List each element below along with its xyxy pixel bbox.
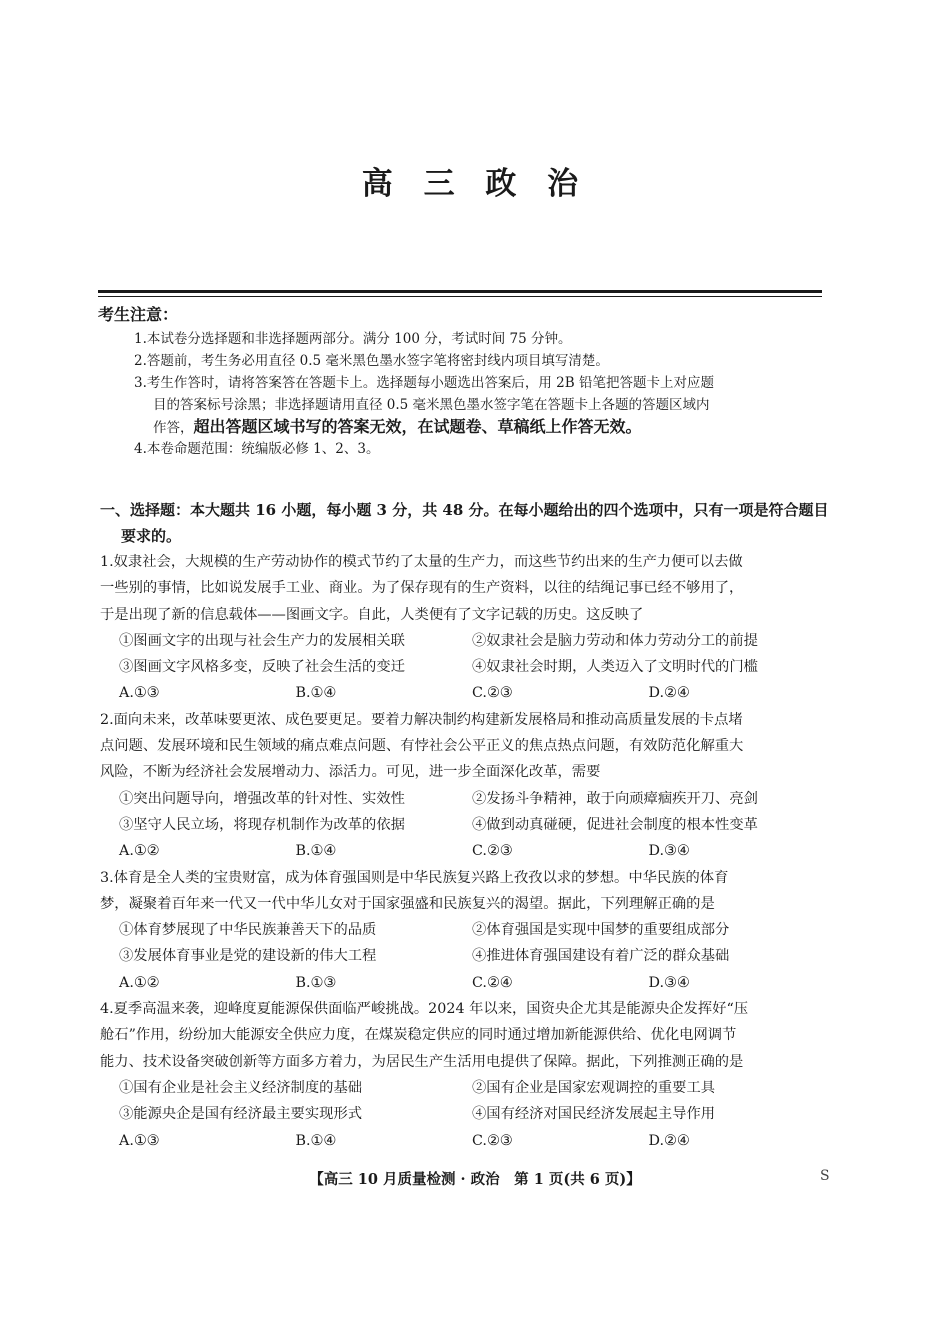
notice-item: 4.本卷命题范围：统编版必修 1、2、3。	[134, 441, 380, 457]
answer-option: A.①③	[119, 685, 160, 702]
page-title: 高 三 政 治	[361, 166, 589, 202]
header-rule-thick	[98, 290, 822, 293]
answer-options	[100, 1128, 825, 1154]
statement-item: ②国有企业是国家宏观调控的重要工具	[472, 1079, 716, 1096]
answer-option: D.②④	[648, 685, 690, 702]
notice-heading: 考生注意：	[98, 305, 179, 324]
notice-item: 3.考生作答时，请将答案答在答题卡上。选择题每小题选出答案后，用 2B 铅笔把答题卡上对应题	[134, 375, 714, 391]
section-heading-line: 要求的。	[121, 527, 182, 545]
notice-text: 作答，	[153, 420, 194, 436]
statement-item: ②发扬斗争精神，敢于向顽瘴痼疾开刀、亮剑	[472, 790, 758, 807]
notice-item: 1.本试卷分选择题和非选择题两部分。满分 100 分，考试时间 75 分钟。	[134, 331, 572, 347]
notice-list	[134, 328, 824, 460]
section-heading-line: 一、选择题：本大题共 16 小题，每小题 3 分，共 48 分。在每小题给出的四个选项中，只有一项是符合题目	[100, 501, 829, 519]
answer-option: C.②③	[472, 843, 513, 860]
answer-options	[100, 970, 825, 996]
question-stem: 3.体育是全人类的宝贵财富，成为体育强国则是中华民族复兴路上孜孜以求的梦想。中华民族的体育	[100, 869, 729, 886]
question-stem: 风险，不断为经济社会发展增动力、添活力。可见，进一步全面深化改革，需要	[100, 764, 601, 781]
statement-row	[100, 943, 825, 969]
corner-mark: S	[820, 1168, 830, 1184]
statement-row	[100, 628, 825, 654]
statement-row	[100, 917, 825, 943]
question-1	[100, 549, 825, 707]
statement-item: ③坚守人民立场，将现存机制作为改革的依据	[119, 816, 405, 833]
statement-item: ②奴隶社会是脑力劳动和体力劳动分工的前提	[472, 632, 758, 649]
question-stem: 2.面向未来，改革味要更浓、成色要更足。要着力解决制约构建新发展格局和推动高质量发展的卡点堵	[100, 711, 743, 728]
answer-option: B.①③	[295, 974, 337, 991]
question-stem: 于是出现了新的信息载体——图画文字。自此，人类便有了文字记载的历史。这反映了	[100, 606, 644, 623]
statement-row	[100, 1075, 825, 1101]
answer-option: C.②③	[472, 1132, 513, 1149]
statement-item: ①国有企业是社会主义经济制度的基础	[119, 1079, 363, 1096]
statement-item: ③能源央企是国有经济最主要实现形式	[119, 1106, 363, 1123]
statement-row	[100, 786, 825, 812]
statement-item: ④推进体育强国建设有着广泛的群众基础	[472, 948, 730, 965]
answer-option: A.①③	[119, 1132, 160, 1149]
statement-item: ④国有经济对国民经济发展起主导作用	[472, 1106, 716, 1123]
question-stem: 梦，凝聚着百年来一代又一代中华儿女对于国家强盛和民族复兴的渴望。据此，下列理解正确的是	[100, 895, 715, 912]
question-list	[100, 549, 825, 1154]
section-heading	[100, 497, 829, 549]
answer-option: C.②④	[472, 974, 513, 991]
statement-row	[100, 654, 825, 680]
answer-option: A.①②	[119, 974, 160, 991]
question-stem: 舱石”作用，纷纷加大能源安全供应力度，在煤炭稳定供应的同时通过增加新能源供给、优化电网调节	[100, 1027, 737, 1044]
notice-item: 2.答题前，考生务必用直径 0.5 毫米黑色墨水签字笔将密封线内项目填写清楚。	[134, 353, 609, 369]
statement-item: ①突出问题导向，增强改革的针对性、实效性	[119, 790, 405, 807]
question-2	[100, 707, 825, 865]
answer-option: D.③④	[648, 974, 690, 991]
answer-option: A.①②	[119, 843, 160, 860]
statement-item: ③发展体育事业是党的建设新的伟大工程	[119, 948, 377, 965]
notice-item-continued	[134, 416, 824, 438]
statement-item: ③图画文字风格多变，反映了社会生活的变迁	[119, 659, 405, 676]
question-stem: 1.奴隶社会，大规模的生产劳动协作的模式节约了太量的生产力，而这些节约出来的生产力便可以去做	[100, 554, 743, 570]
statement-item: ②体育强国是实现中国梦的重要组成部分	[472, 922, 730, 939]
answer-options	[100, 838, 825, 864]
question-stem: 能力、技术设备突破创新等方面多方着力，为居民生产生活用电提供了保障。据此，下列推测正确的是	[100, 1053, 744, 1070]
answer-option: D.②④	[648, 1132, 690, 1149]
statement-item: ④做到动真碰硬，促进社会制度的根本性变革	[472, 816, 758, 833]
header-rule-thin	[98, 296, 822, 297]
answer-option: B.①④	[295, 843, 337, 860]
statement-item: ①图画文字的出现与社会生产力的发展相关联	[119, 632, 405, 649]
question-4	[100, 996, 825, 1154]
notice-emphasis: 超出答题区域书写的答案无效，在试题卷、草稿纸上作答无效。	[193, 417, 642, 436]
answer-option: D.③④	[648, 843, 690, 860]
page-footer: 【高三 10 月质量检测 · 政治 第 1 页(共 6 页)】	[309, 1171, 641, 1188]
statement-item: ①体育梦展现了中华民族兼善天下的品质	[119, 922, 377, 939]
question-stem: 一些别的事情，比如说发展手工业、商业。为了保存现有的生产资料，以往的结绳记事已经不够用了，	[100, 580, 744, 597]
answer-options	[100, 680, 825, 706]
notice-item-continued: 目的答案标号涂黑；非选择题请用直径 0.5 毫米黑色墨水签字笔在答题卡上各题的答题区域内	[153, 397, 710, 413]
statement-row	[100, 1101, 825, 1127]
answer-option: B.①④	[295, 1132, 337, 1149]
statement-item: ④奴隶社会时期，人类迈入了文明时代的门槛	[472, 659, 758, 676]
question-stem: 点问题、发展环境和民生领域的痛点难点问题、有悖社会公平正义的焦点热点问题，有效防范化解重大	[100, 738, 744, 755]
statement-row	[100, 812, 825, 838]
question-3	[100, 865, 825, 996]
answer-option: C.②③	[472, 685, 513, 702]
question-stem: 4.夏季高温来袭，迎峰度夏能源保供面临严峻挑战。2024 年以来，国资央企尤其是能源央企发挥好“压	[100, 1001, 749, 1018]
answer-option: B.①④	[295, 685, 337, 702]
